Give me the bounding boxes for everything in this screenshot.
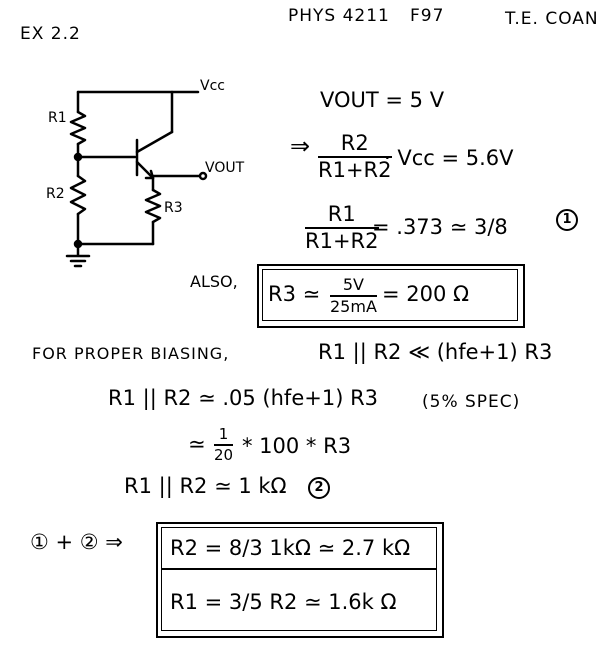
r1-resistor — [71, 112, 85, 144]
r1-result: R1 = 3/5 R2 ≃ 1.6k Ω — [170, 590, 397, 614]
ratio-fraction — [305, 203, 379, 253]
base-node-dot — [75, 154, 81, 160]
exercise-label: EX 2.2 — [20, 24, 81, 44]
r3-fraction — [330, 276, 377, 315]
r3-lhs: R3 ≃ — [268, 282, 321, 306]
r3-numerator: 5V — [342, 275, 364, 294]
approx2-numerator: 1 — [218, 425, 229, 443]
vout-equation: VOUT = 5 V — [320, 88, 445, 112]
r1-label: R1 — [48, 110, 67, 126]
approx-equation-3: R1 || R2 ≃ 1 kΩ — [124, 474, 287, 498]
author-label: T.E. COAN — [505, 9, 599, 29]
combine-step: ① + ② ⇒ — [30, 530, 123, 554]
results-divider — [161, 568, 437, 570]
divider-numerator: R2 — [340, 131, 369, 155]
ground-symbol — [67, 244, 89, 266]
biasing-condition: R1 || R2 ≪ (hfe+1) R3 — [318, 340, 553, 364]
approx2-denominator: 20 — [214, 445, 234, 464]
vcc-label: Vcc — [200, 78, 225, 94]
ratio-numerator: R1 — [327, 202, 356, 226]
transistor-collector — [137, 132, 172, 152]
reference-circle-2: 2 — [308, 476, 330, 499]
r3-rhs: = 200 Ω — [382, 282, 470, 306]
approx2-rest: * 100 * R3 — [242, 434, 352, 458]
approx2-fraction — [214, 426, 233, 463]
divider-result: · Vcc = 5.6V — [384, 146, 514, 170]
divider-denominator: R1+R2 — [318, 158, 392, 183]
spec-note: (5% SPEC) — [422, 392, 521, 412]
vout-label: VOUT — [205, 160, 245, 176]
r2-result: R2 = 8/3 1kΩ ≃ 2.7 kΩ — [170, 536, 411, 560]
r2-resistor — [71, 176, 85, 214]
r3-denominator: 25mA — [330, 296, 377, 316]
implies-arrow: ⇒ — [290, 132, 311, 160]
ratio-denominator: R1+R2 — [305, 229, 379, 254]
approx2-lead: ≃ — [188, 432, 206, 456]
approx-equation-1: R1 || R2 ≃ .05 (hfe+1) R3 — [108, 386, 379, 410]
divider-fraction — [318, 132, 392, 182]
r3-resistor — [146, 190, 160, 222]
reference-circle-1: 1 — [556, 208, 578, 231]
also-label: ALSO, — [190, 272, 238, 291]
r2-label: R2 — [46, 186, 65, 202]
term-label: F97 — [410, 6, 445, 26]
course-label: PHYS 4211 — [288, 6, 390, 26]
biasing-text: FOR PROPER BIASING, — [32, 344, 230, 363]
ratio-result: = .373 ≃ 3/8 — [372, 215, 508, 239]
r3-label: R3 — [164, 200, 183, 216]
